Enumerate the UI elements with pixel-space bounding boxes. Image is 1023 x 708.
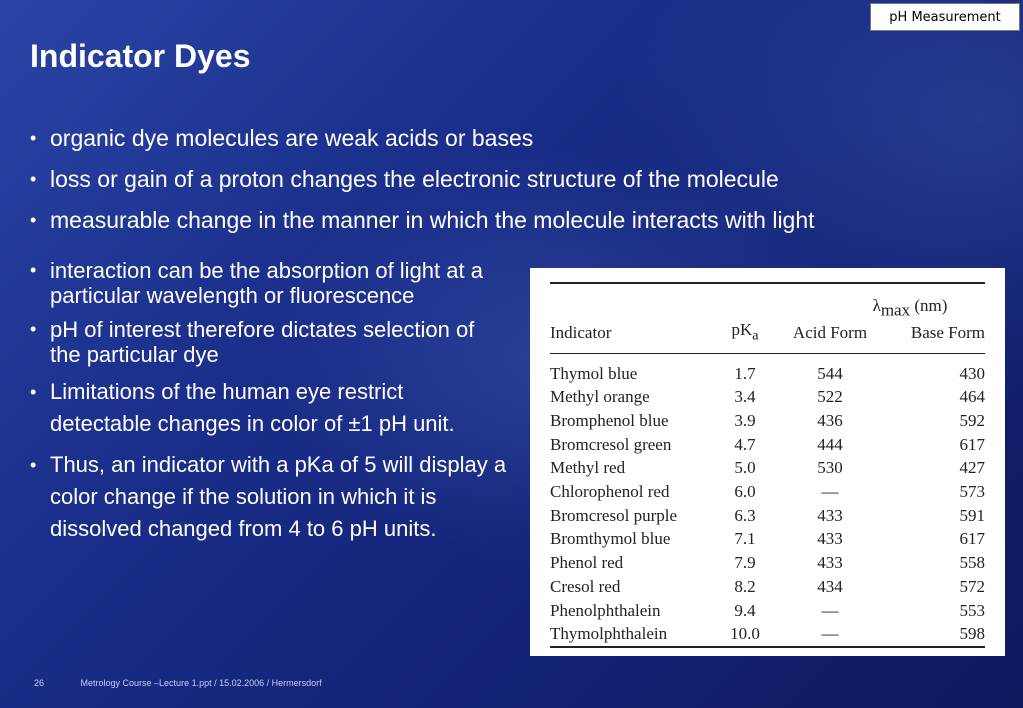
table-row [550,480,985,504]
cell-pka: 7.9 [734,553,756,573]
bullet-icon: • [30,210,37,230]
bullet-text: Thus, an indicator with a pKa of 5 will display a color change if the solution in which it is dissolved changed from 4 to 6 pH units. [50,452,507,541]
cell-base-form: 427 [959,458,985,478]
footer [34,678,322,688]
top-bullet-list [28,122,988,245]
bullet-icon: • [30,319,37,339]
table-row [550,433,985,457]
bullet-text: Limitations of the human eye restrict detectable changes in color of ±1 pH unit. [50,379,455,436]
cell-acid-form: 530 [817,458,843,478]
cell-acid-form: — [821,482,839,502]
cell-base-form: 617 [959,529,985,549]
cell-indicator: Bromcresol purple [550,505,677,525]
table-row [550,575,985,599]
table-row [550,385,985,409]
cell-base-form: 430 [959,363,985,383]
col-base-header: Base Form [910,322,985,342]
bullet-text: organic dye molecules are weak acids or bases [50,125,534,151]
bullet-item [28,163,988,195]
col-pka-header: $pK_a$ [731,320,759,344]
indicator-table [550,282,985,648]
cell-pka: 8.2 [734,576,756,596]
cell-acid-form: — [821,600,839,620]
cell-indicator: Thymolphthalein [550,624,668,644]
cell-acid-form: 436 [817,411,843,430]
cell-pka: 3.4 [734,387,756,407]
bullet-icon: • [30,455,37,475]
bullet-icon: • [30,128,37,148]
cell-indicator: Cresol red [550,576,621,596]
cell-pka: 5.0 [734,458,756,478]
table-row [550,504,985,528]
cell-pka: 1.7 [734,363,756,383]
cell-acid-form: 544 [817,363,843,383]
col-acid-header: Acid Form [792,322,868,342]
cell-pka: 3.9 [734,411,756,430]
bullet-item [28,376,508,440]
bullet-item [28,258,508,308]
table-row [550,551,985,575]
cell-acid-form: 522 [817,387,843,407]
cell-pka: 6.3 [734,505,756,525]
cell-indicator: Chlorophenol red [550,482,670,502]
table-row [550,457,985,481]
cell-indicator: Phenolphthalein [550,600,661,620]
cell-indicator: Methyl orange [550,387,650,407]
cell-pka: 10.0 [730,624,760,644]
cell-pka: 7.1 [734,529,756,549]
cell-acid-form: 433 [817,529,843,549]
table-row [550,353,985,385]
slide-title: Indicator Dyes [30,38,251,74]
section-badge: pH Measurement [870,3,1020,31]
bullet-icon: • [30,382,37,402]
cell-acid-form: 433 [817,505,843,525]
bullet-item [28,204,988,236]
bullet-text: pH of interest therefore dictates selection of the particular dye [50,317,475,367]
cell-indicator: Bromphenol blue [550,411,669,430]
indicator-table-image [530,268,1005,656]
footer-text: Metrology Course –Lecture 1.ppt / 15.02.2006 / Hermersdorf [80,678,322,688]
cell-base-form: 617 [959,434,985,454]
bullet-text: interaction can be the absorption of light at a particular wavelength or fluorescence [50,258,483,308]
bullet-item [28,317,508,367]
page-number: 26 [34,678,45,688]
cell-indicator: Methyl red [550,458,626,478]
table-row [550,528,985,552]
lambda-max-header: $\lambda_{max}$ (nm) [872,296,948,320]
table-row [550,409,985,433]
cell-pka: 9.4 [734,600,756,620]
col-indicator-header: Indicator [550,322,612,342]
cell-base-form: 464 [959,387,985,407]
table-header-row [550,283,985,320]
cell-indicator: Phenol red [550,553,624,573]
cell-acid-form: 433 [817,553,843,573]
cell-pka: 4.7 [734,434,756,454]
table-header-row [550,320,985,353]
cell-base-form: 573 [959,482,985,502]
table-row [550,599,985,623]
table-row [550,622,985,647]
bullet-text: measurable change in the manner in which the molecule interacts with light [50,207,815,233]
bullet-icon: • [30,260,37,280]
cell-base-form: 558 [959,553,985,573]
cell-indicator: Bromthymol blue [550,529,671,549]
cell-pka: 6.0 [734,482,756,502]
cell-acid-form: — [821,624,839,644]
cell-acid-form: 434 [817,576,843,596]
cell-base-form: 598 [959,624,985,644]
cell-base-form: 572 [959,576,985,596]
left-bullet-list [28,258,508,554]
cell-indicator: Thymol blue [550,363,638,383]
cell-base-form: 591 [959,505,985,525]
cell-indicator: Bromcresol green [550,434,672,454]
cell-acid-form: 444 [817,434,843,454]
cell-base-form: 553 [959,600,985,620]
bullet-icon: • [30,169,37,189]
bullet-item [28,122,988,154]
bullet-item [28,449,508,545]
bullet-text: loss or gain of a proton changes the electronic structure of the molecule [50,166,779,192]
cell-base-form: 592 [959,411,985,430]
table-body [550,353,985,647]
